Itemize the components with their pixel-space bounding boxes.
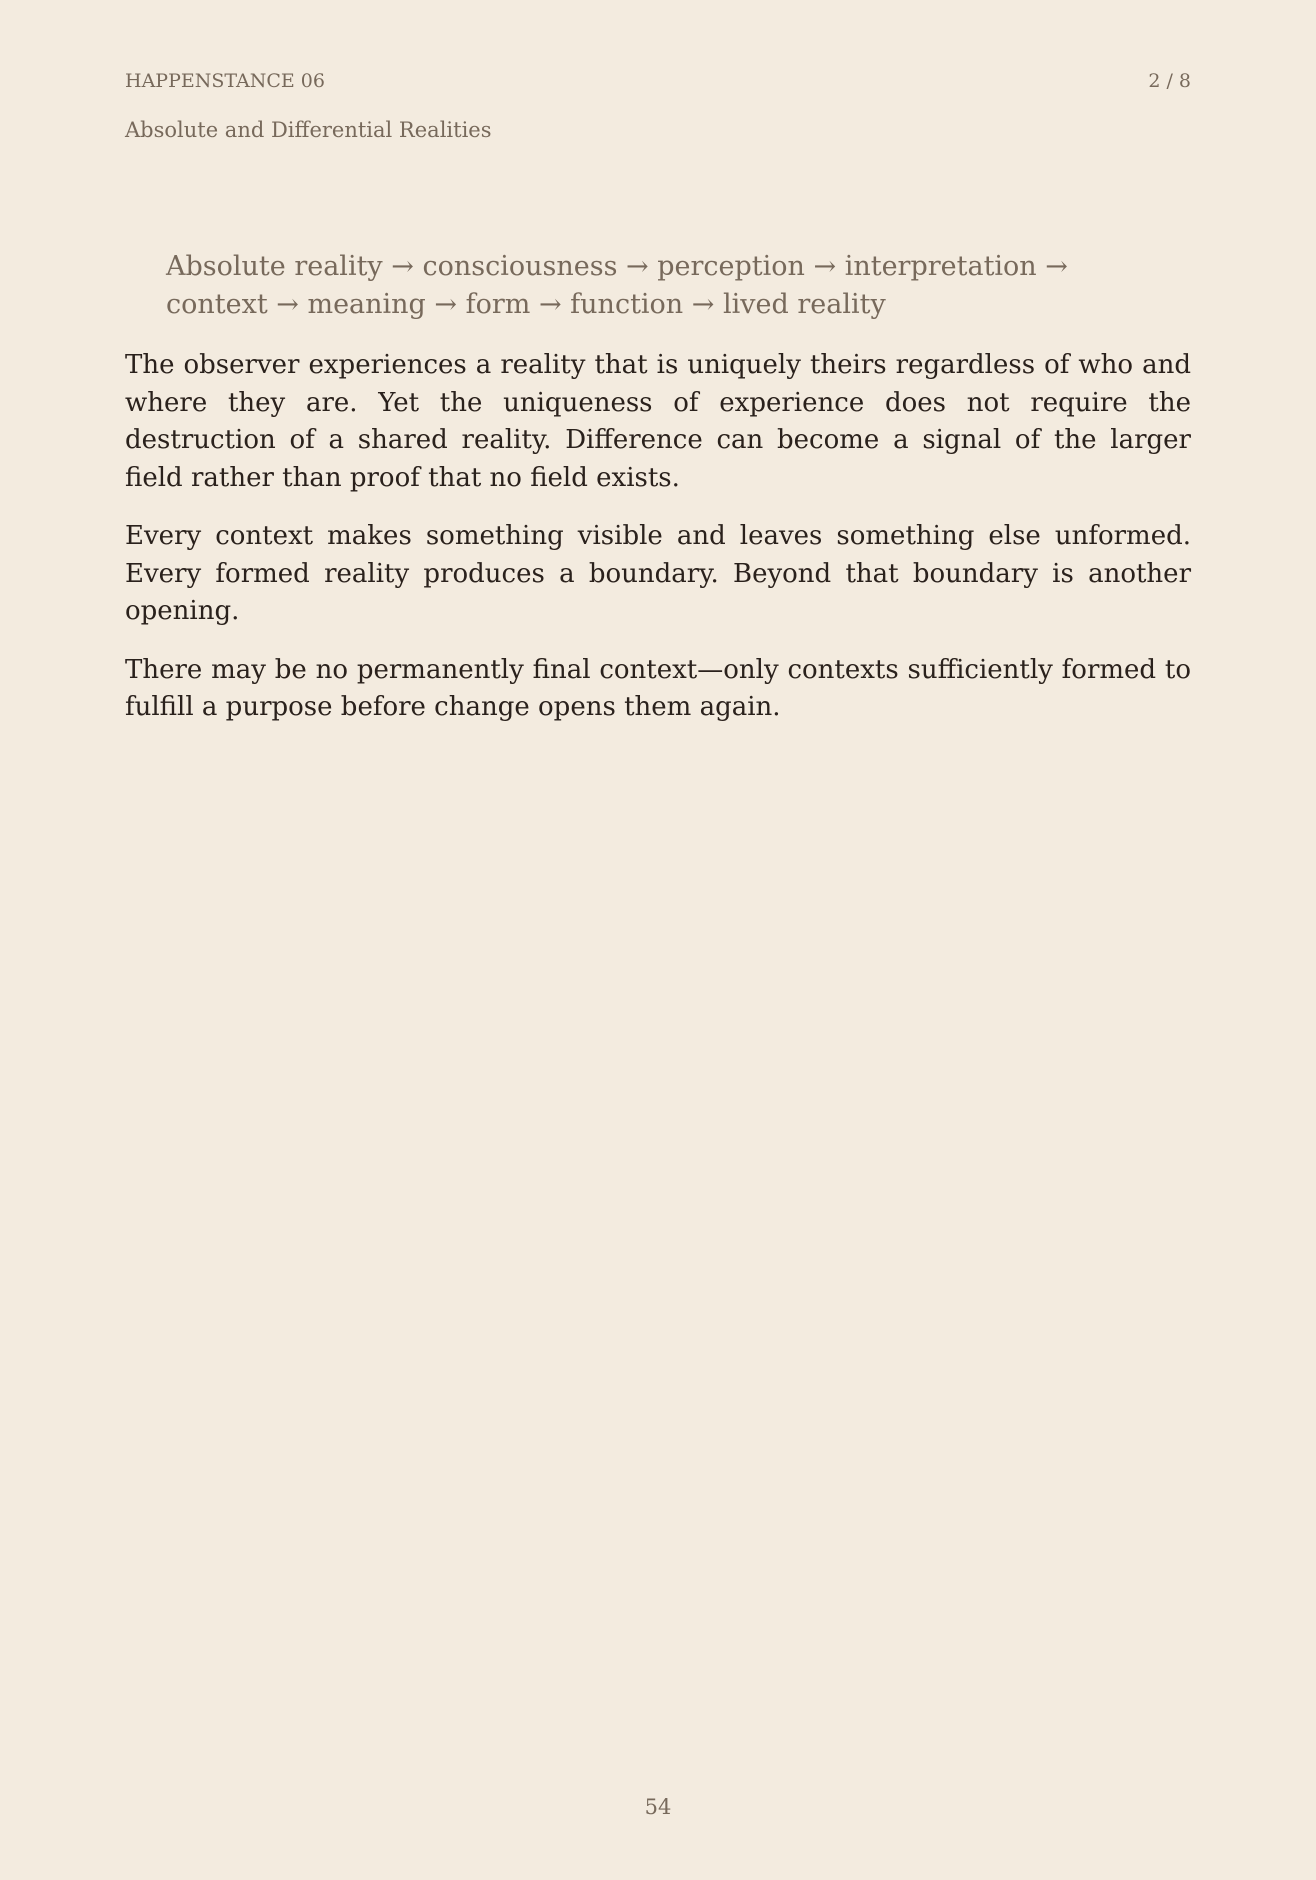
body-text [125, 347, 1191, 748]
paragraph: Every context makes something visible and leaves something else unformed. Every formed reality produces a boundary. Beyond that boundary is another opening. [125, 521, 1191, 626]
chapter-subtitle: Absolute and Differential Realities [125, 118, 492, 142]
flow-line: Absolute reality → consciousness → perception → interpretation → [166, 251, 1068, 282]
paragraph: The observer experiences a reality that is uniquely theirs regardless of who and where they are. Yet the uniqueness of experience does not require the destruction of a shared reality. Difference can become a signal of the larger field rather than proof that no field exists. [125, 350, 1191, 493]
page-number: 54 [644, 1795, 672, 1819]
series-title: HAPPENSTANCE 06 [125, 70, 325, 92]
running-header [125, 68, 1191, 94]
flow-line: context → meaning → form → function → lived reality [166, 289, 886, 320]
page-position: 2 / 8 [1148, 70, 1191, 92]
paragraph: There may be no permanently final context—only contexts sufficiently formed to fulfill a purpose before change opens them again. [125, 654, 1191, 722]
reality-flow-epigraph [166, 248, 1126, 324]
